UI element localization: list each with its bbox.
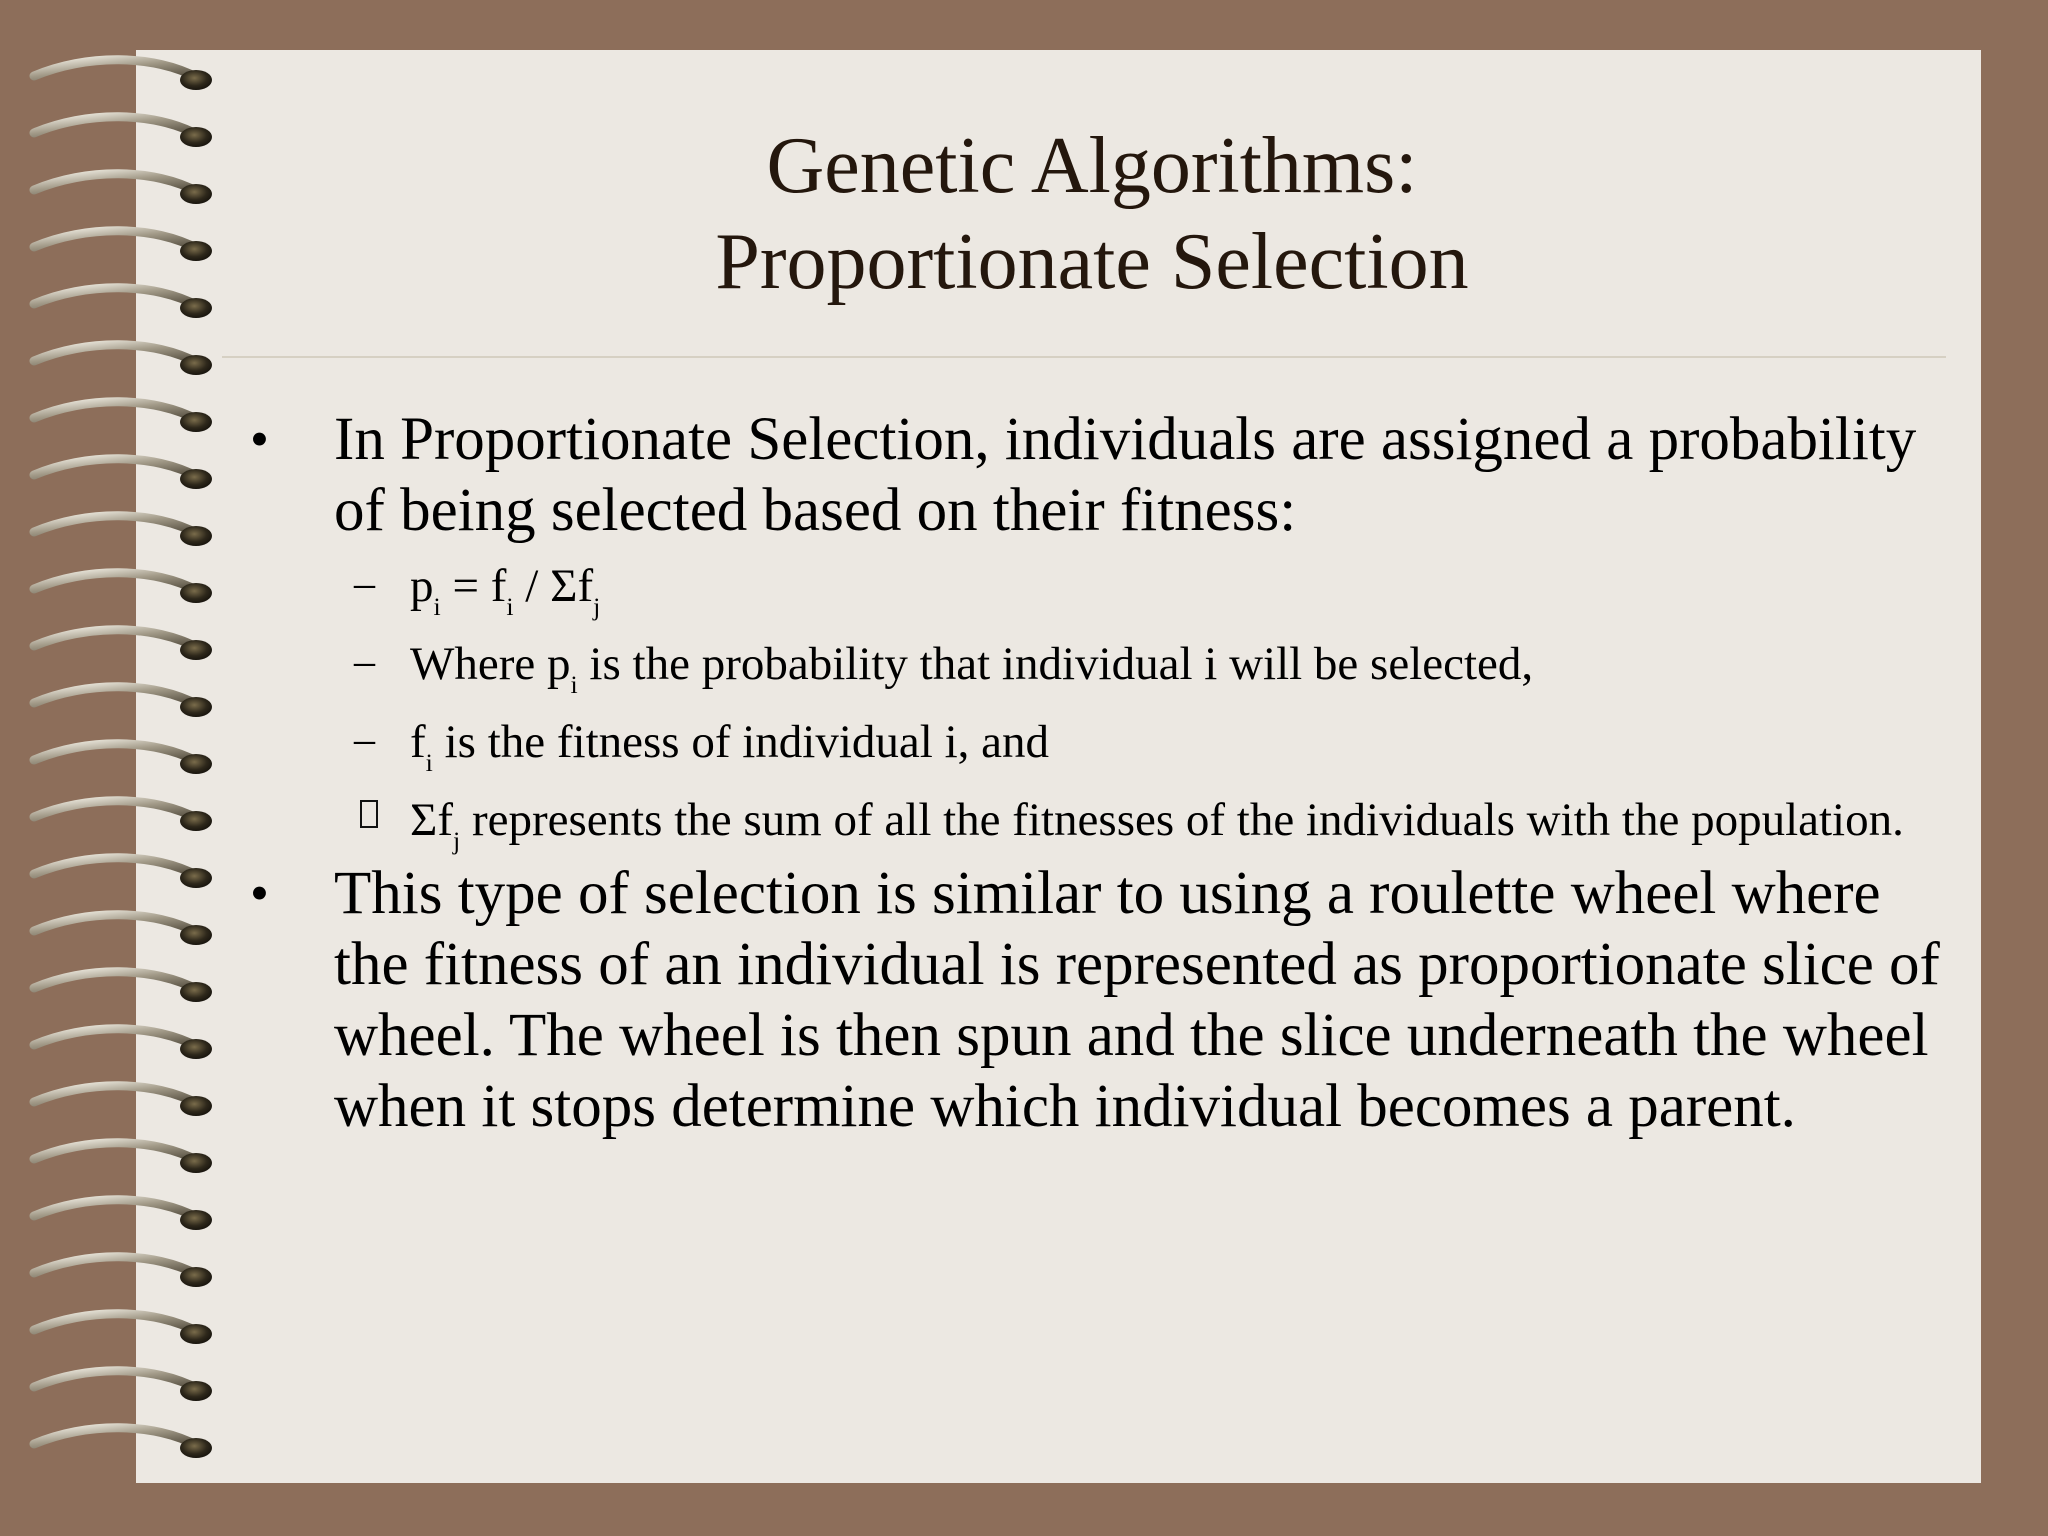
fitness-tail: is the fitness of individual i, and	[432, 716, 1049, 768]
bullet-proportionate-selection	[250, 404, 1950, 546]
dash-marker: –	[354, 561, 375, 607]
formula-p: p	[410, 560, 434, 612]
spiral-ring	[34, 1314, 212, 1344]
subbullet-probability-definition	[354, 634, 1950, 700]
formula-sum: / Σf	[513, 560, 594, 612]
spiral-ring	[34, 1143, 212, 1173]
spiral-ring	[34, 459, 212, 489]
spiral-ring	[34, 60, 212, 90]
spiral-ring	[34, 687, 212, 717]
spiral-ring	[34, 402, 212, 432]
spiral-ring	[34, 858, 212, 888]
spiral-ring	[34, 630, 212, 660]
sum-subscript: j	[453, 826, 461, 856]
title-divider	[222, 356, 1946, 358]
spiral-ring	[34, 915, 212, 945]
formula-f-subscript: i	[506, 592, 514, 622]
fitness-lead: f	[410, 716, 426, 768]
formula-subbullets	[354, 556, 1950, 856]
spiral-ring	[34, 1257, 212, 1287]
bullet-text: This type of selection is similar to using a roulette wheel where the fitness of an individual is represented as proportionate slice of wheel. The wheel is then spun and the slice underneath the wheel when it stops determine which individual becomes a parent.	[334, 860, 1940, 1140]
bullet-marker: •	[250, 409, 269, 469]
bullet-text: In Proportionate Selection, individuals are assigned a probability of being selected based on their fitness:	[334, 406, 1917, 544]
formula-p-subscript: i	[433, 592, 441, 622]
subbullet-formula	[354, 556, 1950, 622]
missing-glyph-icon	[360, 800, 378, 828]
spiral-ring	[34, 801, 212, 831]
spiral-ring	[34, 345, 212, 375]
bullet-roulette-wheel	[250, 858, 1950, 1142]
spiral-ring	[34, 1371, 212, 1401]
probability-subscript: i	[570, 670, 578, 700]
bullet-marker: •	[250, 863, 269, 923]
spiral-ring	[34, 573, 212, 603]
subbullet-fitness-definition	[354, 712, 1950, 778]
fitness-subscript: i	[425, 748, 433, 778]
dash-marker: –	[354, 717, 375, 763]
spiral-ring	[34, 516, 212, 546]
spiral-ring	[34, 1029, 212, 1059]
slide-content	[250, 404, 1950, 1142]
sum-tail: represents the sum of all the fitnesses of the individuals with the population.	[460, 794, 1904, 846]
spiral-ring	[34, 1200, 212, 1230]
probability-tail: is the probability that individual i will be selected,	[577, 638, 1534, 690]
subbullet-sum-definition	[354, 790, 1950, 856]
spiral-ring	[34, 744, 212, 774]
formula-equals-f: = f	[440, 560, 507, 612]
title-line-2: Proportionate Selection	[715, 218, 1469, 306]
spiral-ring	[34, 972, 212, 1002]
title-line-1: Genetic Algorithms:	[766, 122, 1418, 210]
probability-lead: Where p	[410, 638, 571, 690]
slide-title	[136, 118, 2048, 310]
spiral-ring	[34, 1086, 212, 1116]
formula-sum-subscript: j	[593, 592, 601, 622]
dash-marker: –	[354, 639, 375, 685]
sum-lead: Σf	[410, 794, 454, 846]
spiral-ring	[34, 1428, 212, 1458]
